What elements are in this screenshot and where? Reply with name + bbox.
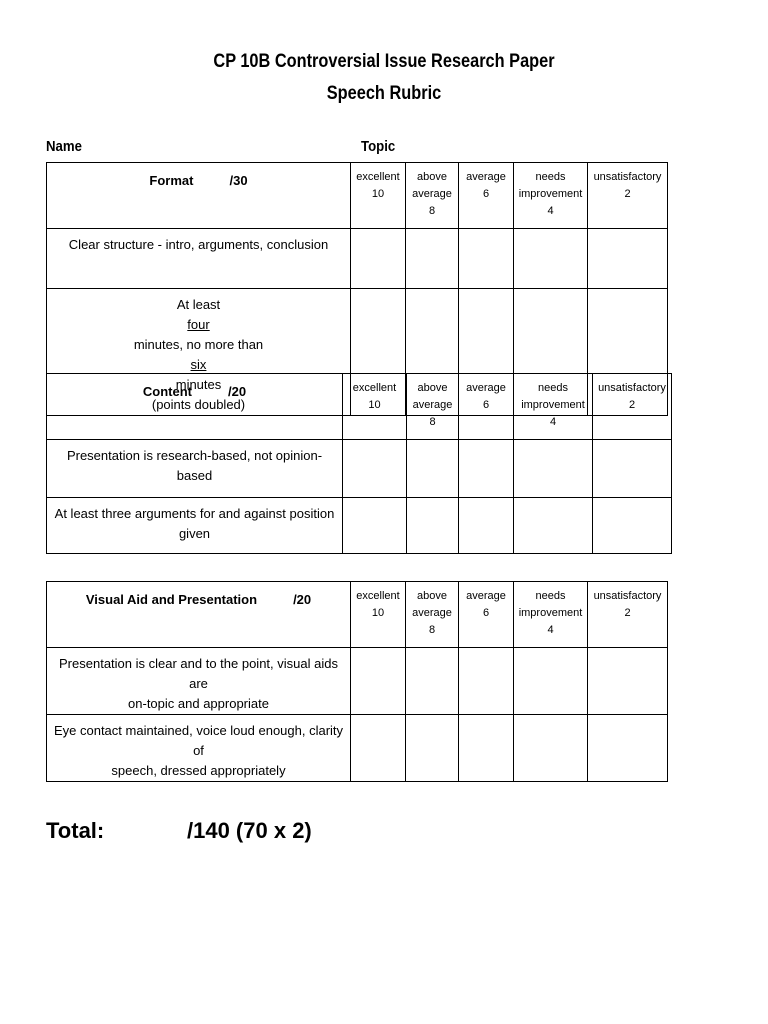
score-cell[interactable] xyxy=(459,498,514,554)
total-label: Total: xyxy=(46,818,105,843)
column-header-average: average 6 xyxy=(459,163,514,229)
score-cell[interactable] xyxy=(343,498,407,554)
column-header-average: average 6 xyxy=(459,582,514,648)
content-rubric-table xyxy=(46,373,672,554)
section-header-content: Content /20 xyxy=(47,374,343,440)
column-header-unsatisfactory: unsatisfactory 2 xyxy=(588,582,668,648)
score-cell[interactable] xyxy=(406,229,459,289)
score-cell[interactable] xyxy=(459,440,514,498)
table-row xyxy=(47,440,672,498)
column-header-average: average 6 xyxy=(459,374,514,440)
score-cell[interactable] xyxy=(588,229,668,289)
column-header-excellent: excellent 10 xyxy=(351,163,406,229)
score-cell[interactable] xyxy=(514,715,588,782)
table-row xyxy=(47,498,672,554)
score-cell[interactable] xyxy=(514,648,588,715)
column-header-needs-improvement: needs improvement 4 xyxy=(514,582,588,648)
name-label: Name xyxy=(46,138,82,155)
score-cell[interactable] xyxy=(407,498,459,554)
criterion-cell: Presentation is research-based, not opinion-based xyxy=(47,440,343,498)
criterion-cell: At least four minutes, no more than six minutes (points doubled) xyxy=(47,289,351,416)
criterion-cell: Presentation is clear and to the point, visual aids are on-topic and appropriate xyxy=(47,648,351,715)
column-header-needs-improvement: needs improvement 4 xyxy=(514,374,593,440)
column-header-needs-improvement: needs improvement 4 xyxy=(514,163,588,229)
page-subtitle: Speech Rubric xyxy=(326,83,442,104)
section-header-visual-aid: Visual Aid and Presentation /20 xyxy=(47,582,351,648)
score-cell[interactable] xyxy=(343,440,407,498)
score-cell[interactable] xyxy=(593,440,672,498)
total-value: /140 (70 x 2) xyxy=(187,818,312,843)
criterion-cell: At least three arguments for and against position given xyxy=(47,498,343,554)
table-row xyxy=(47,648,668,715)
table-row xyxy=(47,715,668,782)
score-cell[interactable] xyxy=(351,229,406,289)
column-header-unsatisfactory: unsatisfactory 2 xyxy=(593,374,672,440)
page-title: CP 10B Controversial Issue Research Paper xyxy=(213,51,555,72)
score-cell[interactable] xyxy=(406,715,459,782)
score-cell[interactable] xyxy=(514,440,593,498)
score-cell[interactable] xyxy=(459,715,514,782)
topic-label: Topic xyxy=(361,138,396,155)
score-cell[interactable] xyxy=(593,498,672,554)
table-row xyxy=(47,229,668,289)
score-cell[interactable] xyxy=(514,498,593,554)
column-header-above-average: above average 8 xyxy=(407,374,459,440)
score-cell[interactable] xyxy=(588,648,668,715)
score-cell[interactable] xyxy=(459,648,514,715)
column-header-excellent: excellent 10 xyxy=(343,374,407,440)
score-cell[interactable] xyxy=(514,229,588,289)
score-cell[interactable] xyxy=(459,229,514,289)
score-cell[interactable] xyxy=(407,440,459,498)
score-cell[interactable] xyxy=(588,715,668,782)
column-header-above-average: above average 8 xyxy=(406,582,459,648)
score-cell[interactable] xyxy=(351,648,406,715)
column-header-unsatisfactory: unsatisfactory 2 xyxy=(588,163,668,229)
section-header-format: Format /30 xyxy=(47,163,351,229)
criterion-cell: Eye contact maintained, voice loud enough, clarity of speech, dressed appropriately xyxy=(47,715,351,782)
criterion-cell: Clear structure - intro, arguments, conclusion xyxy=(47,229,351,289)
visual-aid-rubric-table xyxy=(46,581,668,782)
column-header-above-average: above average 8 xyxy=(406,163,459,229)
column-header-excellent: excellent 10 xyxy=(351,582,406,648)
score-cell[interactable] xyxy=(351,715,406,782)
score-cell[interactable] xyxy=(406,648,459,715)
